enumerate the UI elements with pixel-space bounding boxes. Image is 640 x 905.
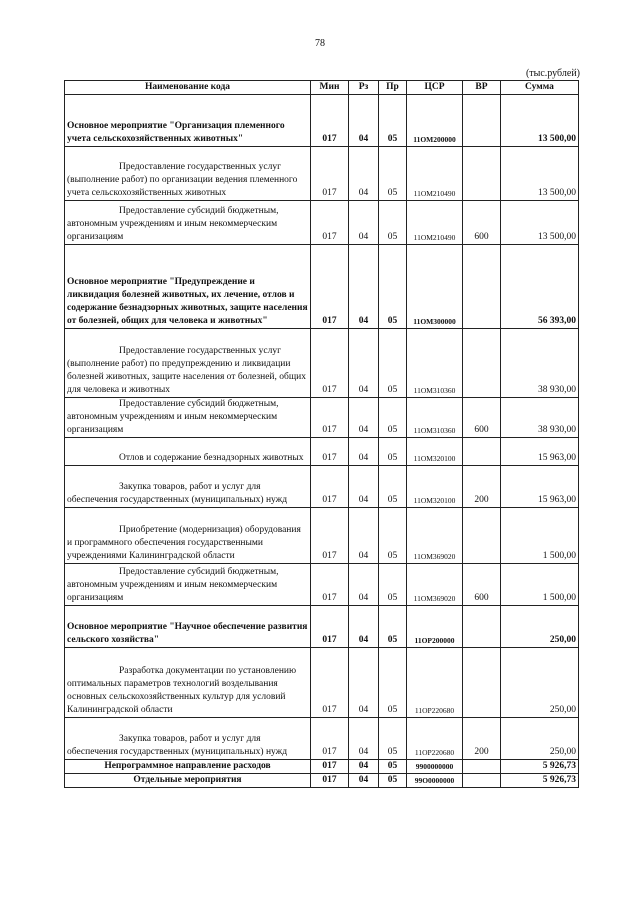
column-header-pr: Пр — [379, 81, 407, 95]
page-number: 78 — [315, 38, 325, 49]
row-min-cell: 017 — [311, 466, 349, 508]
row-min-cell: 017 — [311, 508, 349, 564]
table-row — [65, 438, 579, 466]
row-sum-cell: 15 963,00 — [501, 438, 579, 466]
row-rz-cell: 04 — [349, 201, 379, 245]
row-csr-cell: 11ОМ310360 — [407, 329, 463, 398]
row-rz-cell: 04 — [349, 398, 379, 438]
row-vr-cell — [463, 508, 501, 564]
row-csr-cell: 11ОР220680 — [407, 718, 463, 760]
budget-table — [64, 80, 579, 788]
row-rz-cell: 04 — [349, 466, 379, 508]
column-header-csr: ЦСР — [407, 81, 463, 95]
table-row — [65, 774, 579, 788]
row-name-cell: Закупка товаров, работ и услуг для обеспечения государственных (муниципальных) нужд — [65, 718, 311, 760]
row-name-cell: Предоставление государственных услуг (выполнение работ) по организации ведения племенного учета сельскохозяйственных животных — [65, 147, 311, 201]
row-vr-cell: 200 — [463, 466, 501, 508]
row-pr-cell: 05 — [379, 774, 407, 788]
row-pr-cell: 05 — [379, 201, 407, 245]
row-name-cell: Предоставление субсидий бюджетным, автономным учреждениям и иным некоммерческим организациям — [65, 201, 311, 245]
row-pr-cell: 05 — [379, 147, 407, 201]
row-name-cell: Отлов и содержание безнадзорных животных — [65, 438, 311, 466]
table-row — [65, 201, 579, 245]
row-sum-cell: 13 500,00 — [501, 147, 579, 201]
row-pr-cell: 05 — [379, 718, 407, 760]
table-row — [65, 564, 579, 606]
row-sum-cell: 250,00 — [501, 718, 579, 760]
row-rz-cell: 04 — [349, 564, 379, 606]
table-row — [65, 147, 579, 201]
row-pr-cell: 05 — [379, 438, 407, 466]
row-min-cell: 017 — [311, 564, 349, 606]
table-row — [65, 760, 579, 774]
row-min-cell: 017 — [311, 774, 349, 788]
table-row — [65, 245, 579, 329]
table-row — [65, 398, 579, 438]
row-vr-cell: 600 — [463, 564, 501, 606]
table-row — [65, 95, 579, 147]
row-vr-cell — [463, 329, 501, 398]
row-csr-cell: 11ОМ369020 — [407, 564, 463, 606]
row-vr-cell — [463, 648, 501, 718]
table-header-row — [65, 81, 579, 95]
row-rz-cell: 04 — [349, 438, 379, 466]
row-csr-cell: 11ОМ210490 — [407, 147, 463, 201]
row-min-cell: 017 — [311, 606, 349, 648]
row-csr-cell: 11ОМ369020 — [407, 508, 463, 564]
row-sum-cell: 250,00 — [501, 606, 579, 648]
row-name-cell: Приобретение (модернизация) оборудования и программного обеспечения государственными учреждениями Калининградской области — [65, 508, 311, 564]
row-vr-cell — [463, 95, 501, 147]
row-name-cell: Основное мероприятие "Научное обеспечение развития сельского хозяйства" — [65, 606, 311, 648]
table-row — [65, 508, 579, 564]
row-csr-cell: 11ОМ320100 — [407, 438, 463, 466]
row-sum-cell: 5 926,73 — [501, 760, 579, 774]
row-min-cell: 017 — [311, 718, 349, 760]
row-rz-cell: 04 — [349, 648, 379, 718]
row-min-cell: 017 — [311, 147, 349, 201]
row-vr-cell — [463, 760, 501, 774]
row-name-cell: Непрограммное направление расходов — [65, 760, 311, 774]
row-vr-cell: 200 — [463, 718, 501, 760]
row-rz-cell: 04 — [349, 245, 379, 329]
row-csr-cell: 11ОМ200000 — [407, 95, 463, 147]
row-rz-cell: 04 — [349, 760, 379, 774]
row-vr-cell — [463, 606, 501, 648]
row-sum-cell: 1 500,00 — [501, 564, 579, 606]
row-csr-cell: 11ОР200000 — [407, 606, 463, 648]
row-sum-cell: 13 500,00 — [501, 201, 579, 245]
row-pr-cell: 05 — [379, 398, 407, 438]
row-vr-cell: 600 — [463, 398, 501, 438]
row-name-cell: Отдельные мероприятия — [65, 774, 311, 788]
column-header-vr: ВР — [463, 81, 501, 95]
row-sum-cell: 56 393,00 — [501, 245, 579, 329]
row-rz-cell: 04 — [349, 95, 379, 147]
table-row — [65, 648, 579, 718]
row-sum-cell: 13 500,00 — [501, 95, 579, 147]
row-pr-cell: 05 — [379, 466, 407, 508]
table-row — [65, 329, 579, 398]
row-csr-cell: 11ОМ300000 — [407, 245, 463, 329]
row-csr-cell: 99О0000000 — [407, 774, 463, 788]
row-csr-cell: 9900000000 — [407, 760, 463, 774]
row-name-cell: Закупка товаров, работ и услуг для обеспечения государственных (муниципальных) нужд — [65, 466, 311, 508]
column-header-name: Наименование кода — [65, 81, 311, 95]
row-name-cell: Предоставление субсидий бюджетным, автономным учреждениям и иным некоммерческим организациям — [65, 398, 311, 438]
row-sum-cell: 38 930,00 — [501, 329, 579, 398]
units-label: (тыс.рублей) — [525, 68, 580, 79]
row-sum-cell: 1 500,00 — [501, 508, 579, 564]
row-sum-cell: 5 926,73 — [501, 774, 579, 788]
table-row — [65, 718, 579, 760]
row-rz-cell: 04 — [349, 718, 379, 760]
row-min-cell: 017 — [311, 95, 349, 147]
row-pr-cell: 05 — [379, 760, 407, 774]
row-csr-cell: 11ОМ210490 — [407, 201, 463, 245]
row-pr-cell: 05 — [379, 648, 407, 718]
row-pr-cell: 05 — [379, 329, 407, 398]
row-vr-cell — [463, 147, 501, 201]
column-header-rz: Рз — [349, 81, 379, 95]
row-vr-cell: 600 — [463, 201, 501, 245]
row-vr-cell — [463, 774, 501, 788]
row-vr-cell — [463, 438, 501, 466]
row-csr-cell: 11ОМ320100 — [407, 466, 463, 508]
row-rz-cell: 04 — [349, 329, 379, 398]
row-min-cell: 017 — [311, 438, 349, 466]
row-sum-cell: 250,00 — [501, 648, 579, 718]
row-min-cell: 017 — [311, 245, 349, 329]
row-pr-cell: 05 — [379, 245, 407, 329]
row-pr-cell: 05 — [379, 564, 407, 606]
column-header-sum: Сумма — [501, 81, 579, 95]
row-min-cell: 017 — [311, 648, 349, 718]
row-csr-cell: 11ОМ310360 — [407, 398, 463, 438]
row-rz-cell: 04 — [349, 606, 379, 648]
row-pr-cell: 05 — [379, 95, 407, 147]
row-rz-cell: 04 — [349, 774, 379, 788]
row-sum-cell: 38 930,00 — [501, 398, 579, 438]
row-rz-cell: 04 — [349, 147, 379, 201]
row-vr-cell — [463, 245, 501, 329]
row-pr-cell: 05 — [379, 606, 407, 648]
row-rz-cell: 04 — [349, 508, 379, 564]
row-min-cell: 017 — [311, 329, 349, 398]
row-name-cell: Основное мероприятие "Организация племенного учета сельскохозяйственных животных" — [65, 95, 311, 147]
row-name-cell: Предоставление субсидий бюджетным, автономным учреждениям и иным некоммерческим организациям — [65, 564, 311, 606]
row-name-cell: Предоставление государственных услуг (выполнение работ) по предупреждению и ликвидации болезней животных, защите населения от болезней, общих для человека и животных — [65, 329, 311, 398]
table-row — [65, 466, 579, 508]
row-min-cell: 017 — [311, 760, 349, 774]
row-min-cell: 017 — [311, 398, 349, 438]
row-min-cell: 017 — [311, 201, 349, 245]
row-pr-cell: 05 — [379, 508, 407, 564]
row-name-cell: Основное мероприятие "Предупреждение и ликвидация болезней животных, их лечение, отлов и содержание безнадзорных животных, защите населения от болезней, общих для человека и животных" — [65, 245, 311, 329]
table-row — [65, 606, 579, 648]
column-header-min: Мин — [311, 81, 349, 95]
row-csr-cell: 11ОР220680 — [407, 648, 463, 718]
row-sum-cell: 15 963,00 — [501, 466, 579, 508]
row-name-cell: Разработка документации по установлению оптимальных параметров технологий возделывания основных сельскохозяйственных культур для условий Калининградской области — [65, 648, 311, 718]
